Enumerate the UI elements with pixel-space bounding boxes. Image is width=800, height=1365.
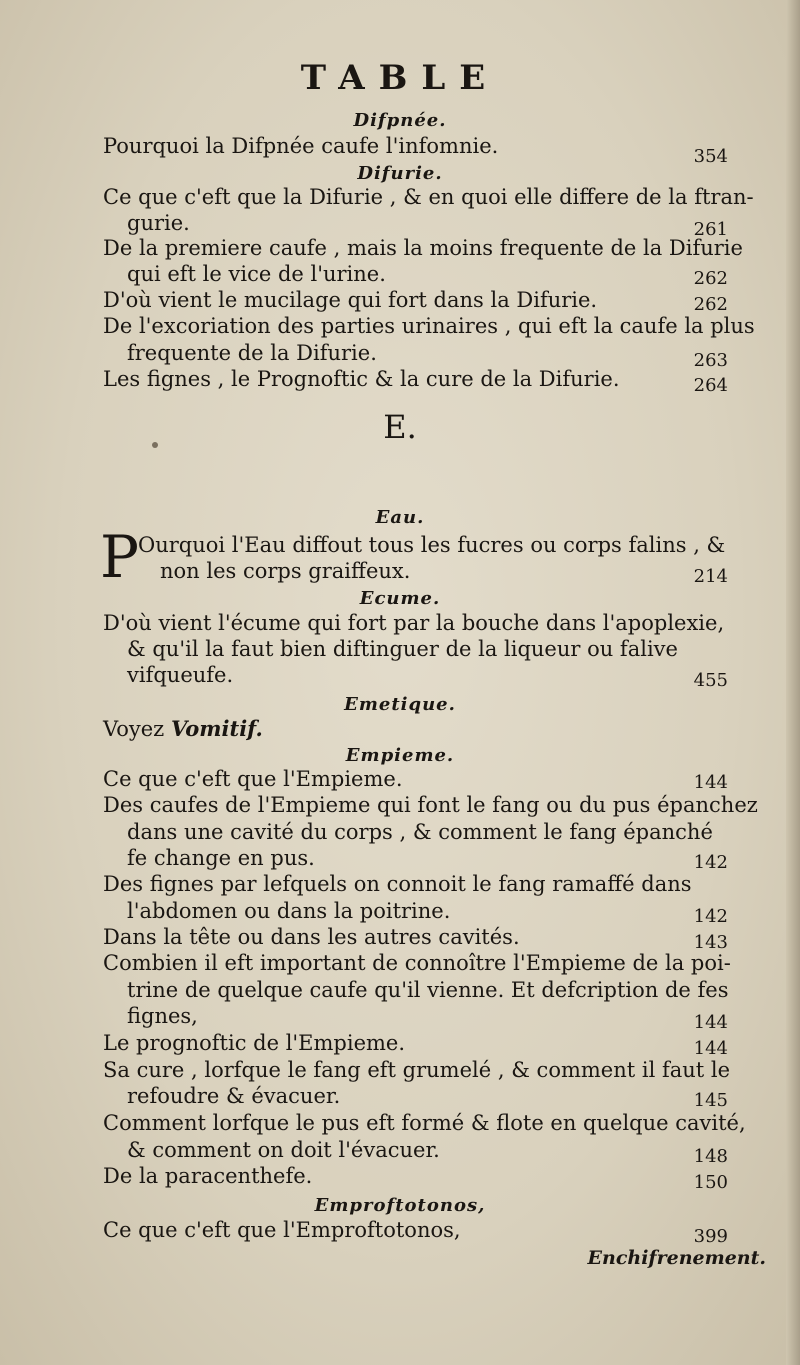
drop-cap: P — [100, 523, 140, 591]
entry-line: refoudre & évacuer. — [127, 1084, 341, 1108]
section-header-dispnee: Difpnée. — [353, 110, 447, 131]
page-number: 262 — [693, 268, 728, 289]
entry-line: Ce que c'eft que l'Emproftotonos, — [103, 1218, 461, 1242]
entry-line: Comment lorfque le pus eft formé & flote en quelque cavité, — [103, 1111, 746, 1135]
entry-line: Ce que c'eft que la Difurie , & en quoi elle differe de la ftran- — [103, 185, 754, 209]
entry-line: Ce que c'eft que l'Empieme. — [103, 767, 403, 791]
entry-line: & qu'il la faut bien diftinguer de la liqueur ou falive — [127, 637, 678, 661]
entry-line: Des fignes par lefquels on connoit le fang ramaffé dans — [103, 872, 692, 896]
entry-line: D'où vient l'écume qui fort par la bouche dans l'apoplexie, — [103, 611, 725, 635]
page-number: 144 — [693, 1038, 728, 1059]
page-number: 214 — [693, 566, 728, 587]
section-header-ecume: Ecume. — [359, 588, 441, 609]
entry-line: gurie. — [127, 211, 190, 235]
section-header-empieme: Empieme. — [345, 745, 455, 766]
entry-line: Ourquoi l'Eau diffout tous les fucres ou corps falins , & — [138, 533, 726, 557]
entry-line: dans une cavité du corps , & comment le fang épanché — [127, 820, 713, 844]
entry-line: fignes, — [127, 1004, 198, 1028]
entry-line: D'où vient le mucilage qui fort dans la Difurie. — [103, 288, 598, 312]
entry-line: l'abdomen ou dans la poitrine. — [127, 899, 451, 923]
page-number: 455 — [693, 670, 728, 691]
entry-line: De la paracenthefe. — [103, 1164, 313, 1188]
page-number: 150 — [693, 1172, 728, 1193]
entry-line: trine de quelque caufe qu'il vienne. Et defcription de fes — [127, 978, 729, 1002]
section-header-disurie: Difurie. — [357, 163, 443, 184]
entry-line: & comment on doit l'évacuer. — [127, 1138, 440, 1162]
letter-heading: E. — [383, 408, 417, 446]
entry-line: Combien il eft important de connoître l'Empieme de la poi- — [103, 951, 731, 975]
page-number: 144 — [693, 1012, 728, 1033]
page-number: 354 — [693, 146, 728, 167]
page-number: 264 — [693, 375, 728, 396]
section-header-emetique: Emetique. — [344, 694, 456, 715]
entry-line: Pourquoi la Difpnée caufe l'infomnie. — [103, 134, 499, 158]
page-number: 261 — [693, 219, 728, 240]
entry-line: vifqueufe. — [127, 663, 234, 687]
page-number: 148 — [693, 1146, 728, 1167]
entry-line: De l'excoriation des parties urinaires , qui eft la caufe la plus — [103, 314, 755, 338]
running-head: TABLE — [300, 58, 500, 98]
entry-line: fe change en pus. — [127, 846, 315, 870]
see-target: Vomitif. — [170, 716, 263, 741]
page-number: 399 — [693, 1226, 728, 1247]
entry-line: non les corps graiffeux. — [160, 559, 411, 583]
entry-line: Dans la tête ou dans les autres cavités. — [103, 925, 520, 949]
page-number: 142 — [693, 852, 728, 873]
see-prefix: Voyez — [103, 717, 165, 741]
entry-line: Le prognoftic de l'Empieme. — [103, 1031, 406, 1055]
entry-line: Les fignes , le Prognoftic & la cure de la Difurie. — [103, 367, 620, 391]
entry-line: De la premiere caufe , mais la moins frequente de la Difurie — [103, 236, 743, 260]
section-header-eau: Eau. — [375, 507, 425, 528]
entry-line: Sa cure , lorfque le fang eft grumelé , & comment il faut le — [103, 1058, 731, 1082]
page-number: 143 — [693, 932, 728, 953]
catchword: Enchifrenement. — [587, 1247, 766, 1269]
page-number: 262 — [693, 294, 728, 315]
see-reference — [103, 718, 263, 740]
page-number: 263 — [693, 350, 728, 371]
entry-line: frequente de la Difurie. — [127, 341, 377, 365]
entry-line: Des caufes de l'Empieme qui font le fang ou du pus épanchez — [103, 793, 758, 817]
page-number: 144 — [693, 772, 728, 793]
section-header-emprostotonos: Emproftotonos, — [314, 1195, 486, 1216]
entry-line: qui eft le vice de l'urine. — [127, 262, 386, 286]
page-edge — [786, 0, 800, 1365]
page-number: 145 — [693, 1090, 728, 1111]
page-number: 142 — [693, 906, 728, 927]
